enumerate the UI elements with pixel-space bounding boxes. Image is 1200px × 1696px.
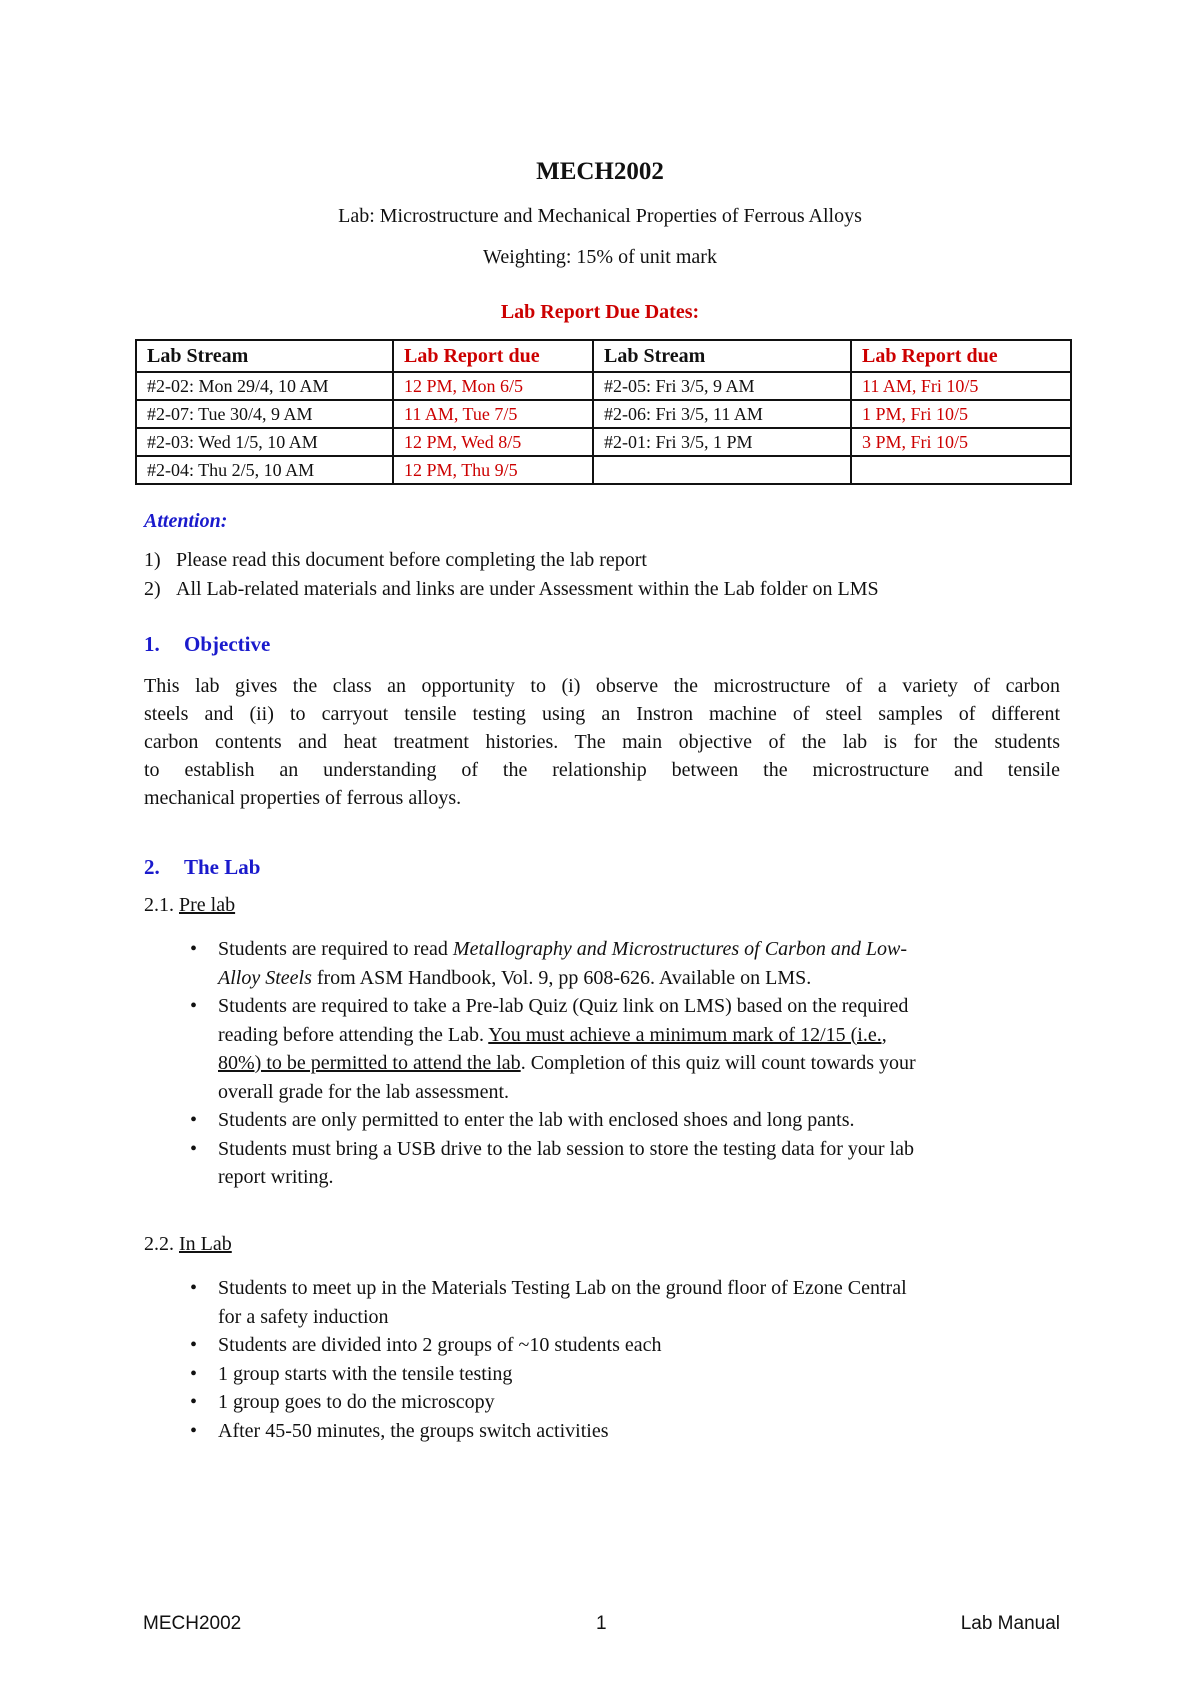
document-title: MECH2002 (536, 158, 664, 185)
item-text: 1 group starts with the tensile testing (218, 1362, 513, 1385)
table-cell: #2-04: Thu 2/5, 10 AM (136, 456, 393, 484)
pre-lab-list (190, 935, 1060, 1192)
subsection-in-lab (144, 1233, 232, 1256)
column-header: Lab Report due (393, 340, 593, 372)
document-subtitle: Lab: Microstructure and Mechanical Properties of Ferrous Alloys (338, 205, 862, 227)
bullet-icon: • (190, 938, 198, 960)
table-cell: 3 PM, Fri 10/5 (851, 428, 1071, 456)
table-cell: 12 PM, Wed 8/5 (393, 428, 593, 456)
footer-page-number: 1 (596, 1613, 607, 1634)
column-header: Lab Stream (136, 340, 393, 372)
due-dates-heading: Lab Report Due Dates: (500, 301, 700, 323)
paragraph-line: steels and (ii) to carryout tensile testing using an Instron machine of steel samples of different (144, 703, 1060, 725)
column-header: Lab Report due (851, 340, 1071, 372)
attention-item (144, 549, 647, 572)
section-number: 1. (144, 632, 160, 656)
table-cell: 12 PM, Thu 9/5 (393, 456, 593, 484)
weighting-text: Weighting: 15% of unit mark (483, 246, 717, 268)
table-cell: 11 AM, Fri 10/5 (851, 372, 1071, 400)
table-cell: #2-02: Mon 29/4, 10 AM (136, 372, 393, 400)
section-heading-the-lab (144, 855, 260, 880)
list-item (190, 1274, 1060, 1331)
table-header-row (136, 340, 1071, 372)
due-dates-table (135, 339, 1072, 485)
bullet-icon: • (190, 1137, 198, 1160)
bullet-icon: • (190, 1419, 198, 1442)
bullet-icon: • (190, 1277, 198, 1299)
paragraph-line: This lab gives the class an opportunity to (i) observe the microstructure of a variety of carbon (144, 675, 1060, 697)
item-text: Students to meet up in the Materials Testing Lab on the ground floor of Ezone Central (218, 1277, 907, 1299)
section-number: 2. (144, 855, 160, 879)
bullet-icon: • (190, 1334, 198, 1356)
item-text: for a safety induction (218, 1305, 389, 1328)
bullet-icon: • (190, 995, 198, 1017)
table-cell: #2-01: Fri 3/5, 1 PM (593, 428, 851, 456)
item-text: report writing. (218, 1166, 334, 1188)
requirement-text: You must achieve a minimum mark of 12/15 (i.e., (488, 1023, 887, 1046)
paragraph-line: to establish an understanding of the relationship between the microstructure and tensile (144, 759, 1060, 781)
subsection-number: 2.2. (144, 1233, 174, 1255)
item-text: Please read this document before completing the lab report (176, 549, 647, 571)
list-item (190, 992, 1060, 1106)
subsection-pre-lab (144, 894, 235, 917)
list-item (190, 1331, 1060, 1360)
table-row (136, 400, 1071, 428)
table-cell: 11 AM, Tue 7/5 (393, 400, 593, 428)
item-text: Students are divided into 2 groups of ~10 students each (218, 1334, 662, 1356)
list-item (190, 1388, 1060, 1417)
table-cell: #2-03: Wed 1/5, 10 AM (136, 428, 393, 456)
item-text: 1 group goes to do the microscopy (218, 1391, 495, 1413)
reading-title: Alloy Steels (218, 966, 312, 989)
bullet-icon: • (190, 1362, 198, 1385)
table-row (136, 372, 1071, 400)
subsection-number: 2.1. (144, 894, 174, 916)
attention-label: Attention: (144, 510, 228, 532)
requirement-text: 80%) to be permitted to attend the lab (218, 1052, 521, 1074)
table-cell (593, 456, 851, 484)
list-item (190, 1417, 1060, 1446)
item-text: Students must bring a USB drive to the lab session to store the testing data for your lab (218, 1137, 915, 1160)
attention-item (144, 578, 879, 601)
in-lab-list (190, 1274, 1060, 1445)
item-text: Students are required to read (218, 938, 453, 960)
item-number: 1) (144, 549, 161, 571)
footer-document-name: Lab Manual (960, 1613, 1060, 1634)
section-title: Objective (184, 632, 271, 656)
section-title: The Lab (184, 855, 261, 879)
list-item (190, 1360, 1060, 1389)
item-text: . Completion of this quiz will count towards your (520, 1052, 916, 1074)
table-row (136, 428, 1071, 456)
paragraph-line: carbon contents and heat treatment histories. The main objective of the lab is for the students (144, 731, 1060, 753)
item-text: from ASM Handbook, Vol. 9, pp 608-626. Available on LMS. (311, 966, 812, 989)
table-cell: #2-07: Tue 30/4, 9 AM (136, 400, 393, 428)
objective-paragraph (144, 672, 1060, 812)
footer-course-code: MECH2002 (143, 1613, 242, 1634)
list-item (190, 1135, 1060, 1192)
item-number: 2) (144, 578, 161, 600)
table-cell: 1 PM, Fri 10/5 (851, 400, 1071, 428)
section-heading-objective (144, 632, 270, 657)
table-row (136, 456, 1071, 484)
item-text: After 45-50 minutes, the groups switch activities (218, 1419, 609, 1442)
reading-title: Metallography and Microstructures of Carbon and Low- (452, 938, 907, 960)
item-text: Students are only permitted to enter the lab with enclosed shoes and long pants. (218, 1109, 855, 1131)
table-cell: 12 PM, Mon 6/5 (393, 372, 593, 400)
bullet-icon: • (190, 1391, 198, 1413)
table-cell: #2-05: Fri 3/5, 9 AM (593, 372, 851, 400)
column-header: Lab Stream (593, 340, 851, 372)
item-text: reading before attending the Lab. (218, 1023, 489, 1046)
table-cell: #2-06: Fri 3/5, 11 AM (593, 400, 851, 428)
list-item (190, 935, 1060, 992)
subsection-title: In Lab (179, 1233, 232, 1255)
item-text: All Lab-related materials and links are under Assessment within the Lab folder on LMS (176, 578, 879, 600)
bullet-icon: • (190, 1109, 198, 1131)
subsection-title: Pre lab (179, 894, 236, 916)
item-text: overall grade for the lab assessment. (218, 1080, 510, 1103)
paragraph-line: mechanical properties of ferrous alloys. (144, 787, 462, 809)
list-item (190, 1106, 1060, 1135)
table-cell (851, 456, 1071, 484)
item-text: Students are required to take a Pre-lab Quiz (Quiz link on LMS) based on the required (218, 995, 909, 1017)
